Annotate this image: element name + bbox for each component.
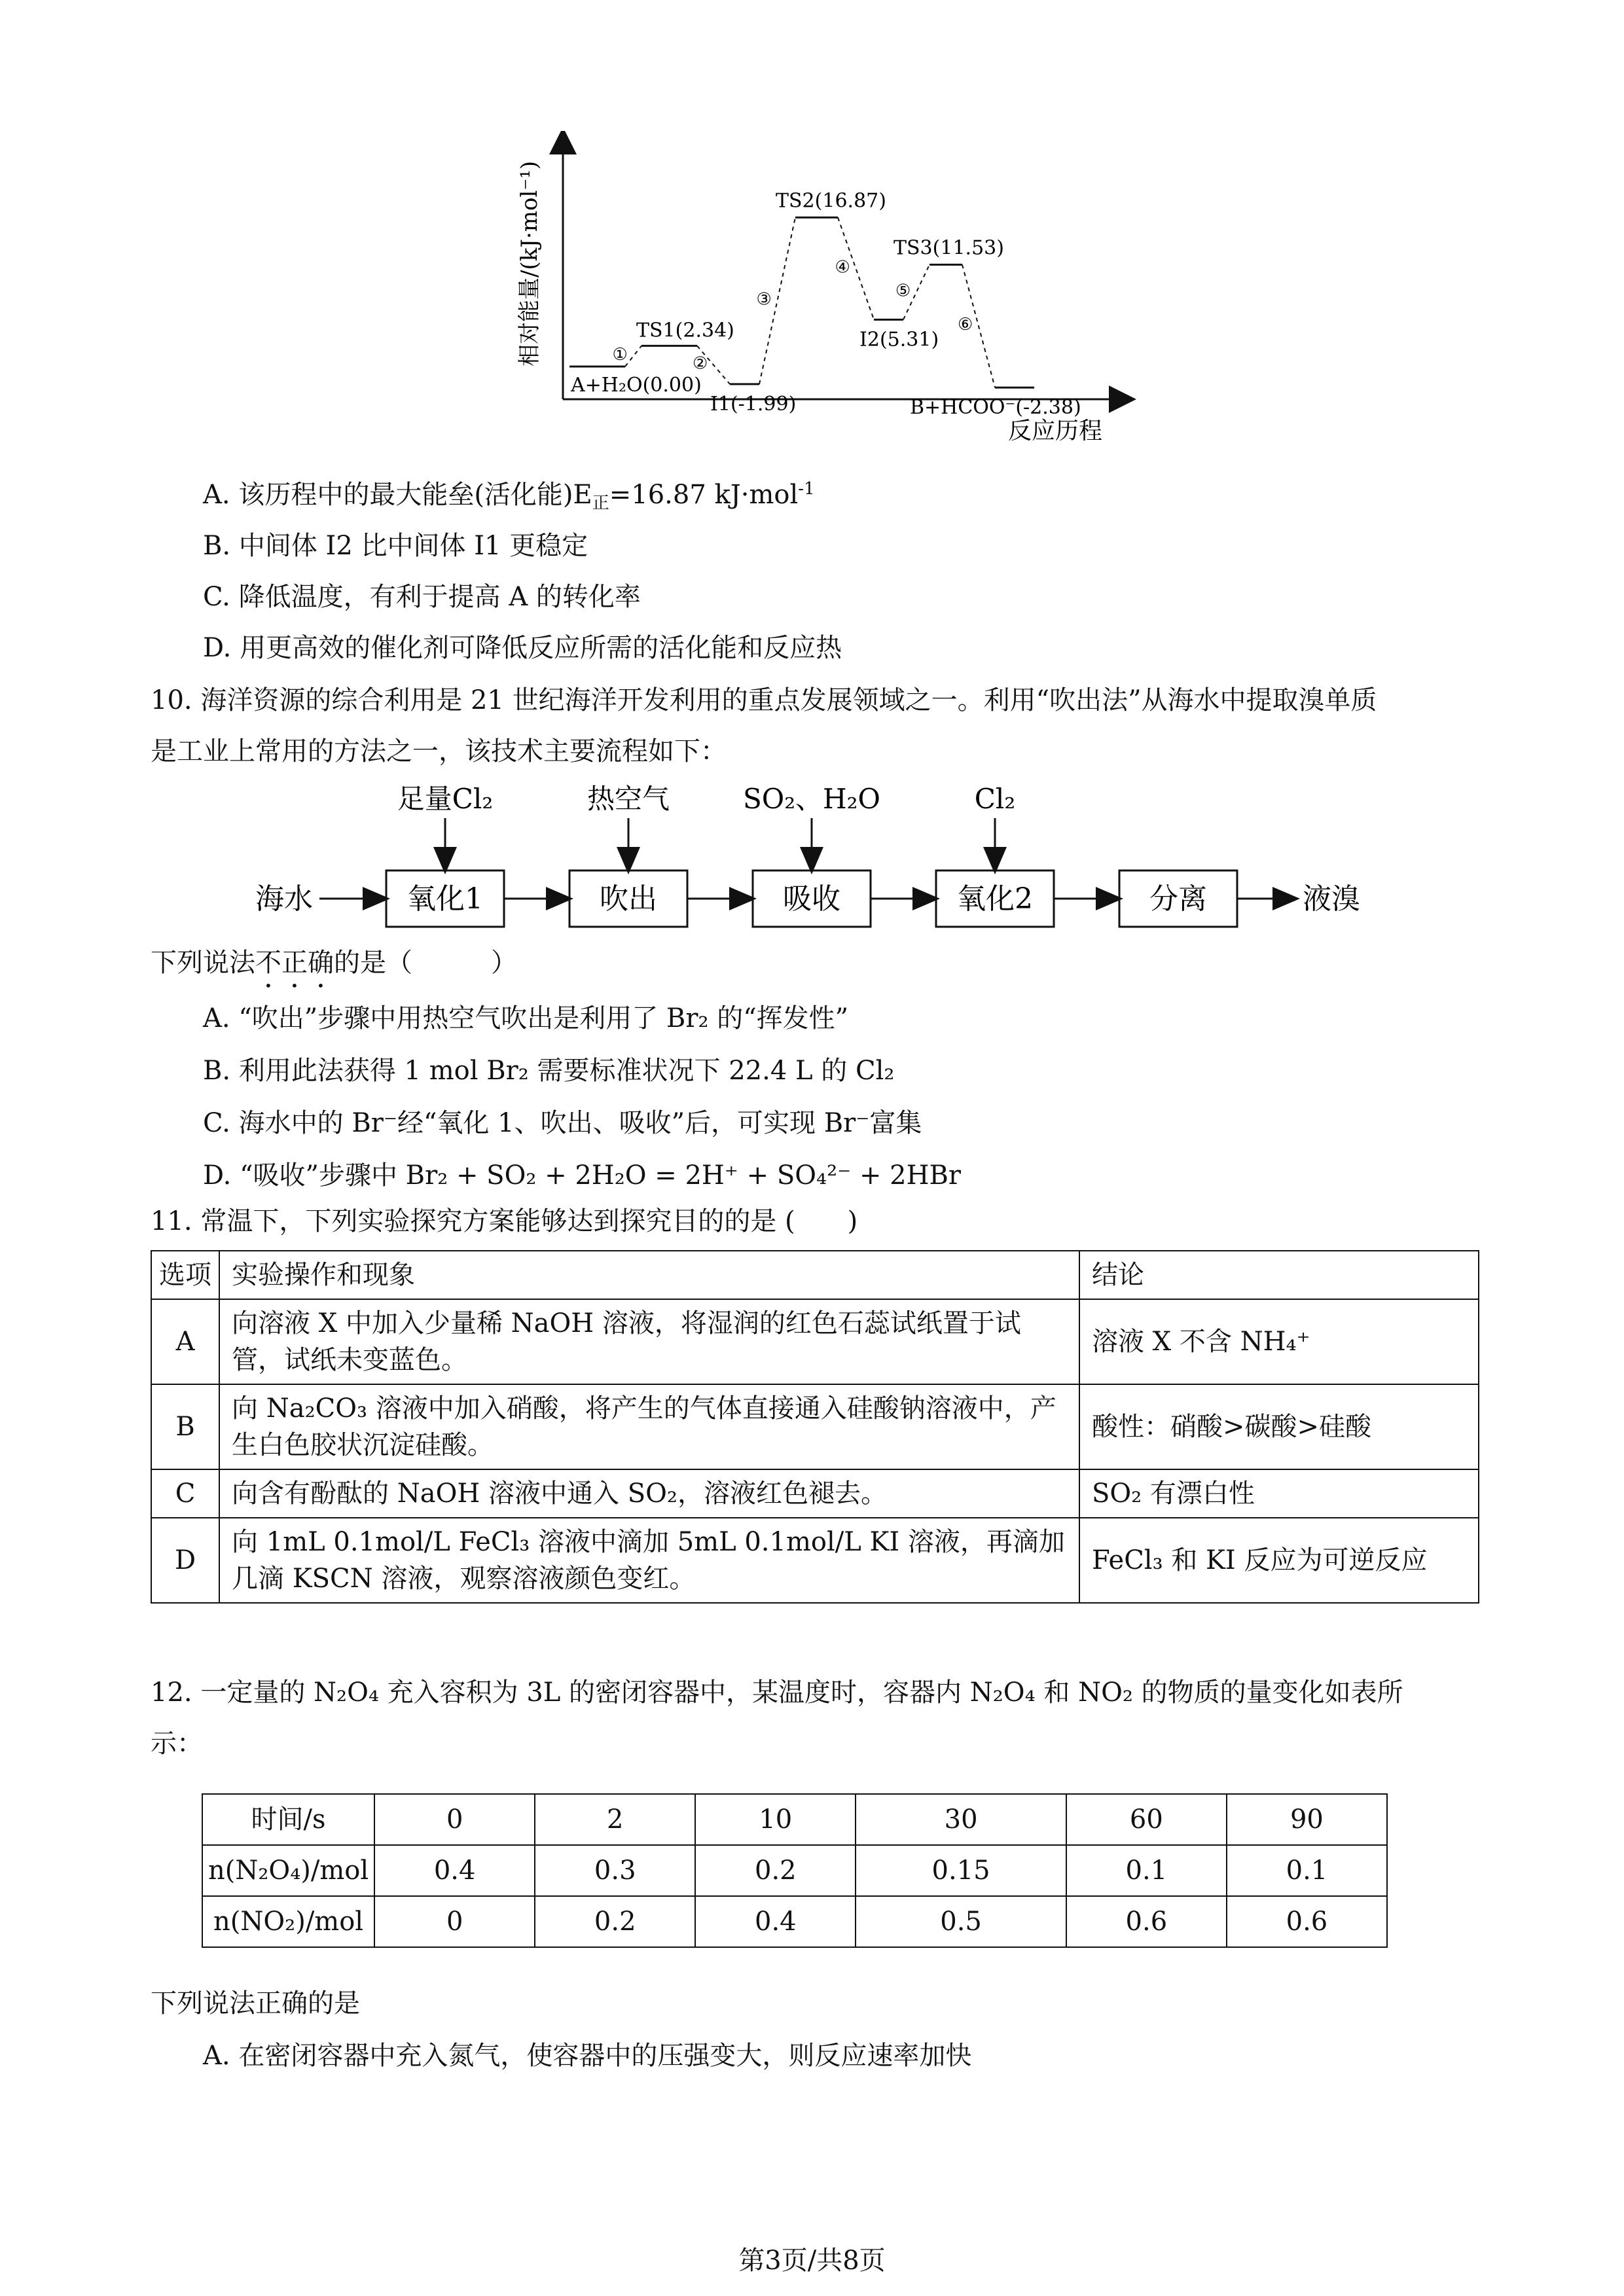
no2-cell: 0.5 [856,1896,1066,1947]
header-operation: 实验操作和现象 [219,1251,1079,1299]
q12-stem-line1: 12. 一定量的 N₂O₄ 充入容积为 3L 的密闭容器中，某温度时，容器内 N₂O₄ 和 NO₂ 的物质的量变化如表所 [151,1677,1403,1708]
time-row [202,1794,1387,1845]
time-cell: 0 [374,1794,535,1845]
row-conclusion: 溶液 X 不含 NH₄⁺ [1079,1299,1479,1384]
flow-box-label-0: 氧化1 [407,882,483,916]
step-label-3: ④ [835,257,850,278]
q9-option-b: B. 中间体 I2 比中间体 I1 更稳定 [203,531,588,561]
x-axis-label: 反应历程 [1008,418,1103,444]
header-option: 选项 [151,1251,219,1299]
row-option: C [151,1469,219,1518]
amount-table [202,1793,1388,1948]
table-header-row [151,1251,1479,1299]
time-cell: 30 [856,1794,1066,1845]
state-label-2: I1(-1.99) [710,392,797,416]
row-conclusion: 酸性：硝酸>碳酸>硅酸 [1079,1384,1479,1469]
q9-option-a: A. 该历程中的最大能垒(活化能)$E_正=16.87$ kJ·mol$^{-1}$ [203,479,815,513]
time-cell: 90 [1227,1794,1387,1845]
step-label-1: ② [693,353,708,374]
row-operation: 向溶液 X 中加入少量稀 NaOH 溶液，将湿润的红色石蕊试纸置于试管，试纸未变蓝色。 [219,1299,1079,1384]
table-row [151,1299,1479,1384]
n2o4-label: n(N₂O₄)/mol [202,1845,374,1896]
step-label-0: ① [612,345,628,365]
row-operation: 向含有酚酞的 NaOH 溶液中通入 SO₂，溶液红色褪去。 [219,1469,1079,1518]
q9-option-c: C. 降低温度，有利于提高 A 的转化率 [203,582,641,612]
q10-option-d: D. “吸收”步骤中 Br₂ + SO₂ + 2H₂O = 2H⁺ + SO₄²⁻ + 2HBr [203,1160,962,1191]
table-row [151,1469,1479,1518]
n2o4-cell: 0.1 [1066,1845,1227,1896]
state-label-3: TS2(16.87) [776,189,886,213]
no2-cell: 0.6 [1066,1896,1227,1947]
no2-cell: 0.2 [535,1896,695,1947]
flow-input-3: Cl₂ [974,783,1016,815]
state-label-6: B+HCOO⁻(-2.38) [910,396,1081,420]
flow-box-label-2: 吸收 [783,882,840,916]
q10-question: 下列说法不正确的是（ ） [151,948,517,978]
header-conclusion: 结论 [1079,1251,1479,1299]
step-label-2: ③ [756,289,772,310]
flow-input-1: 热空气 [586,783,670,815]
n2o4-cell: 0.15 [856,1845,1066,1896]
flow-box-label-4: 分离 [1149,882,1207,916]
row-option: D [151,1518,219,1603]
row-conclusion: SO₂ 有漂白性 [1079,1469,1479,1518]
row-operation: 向 Na₂CO₃ 溶液中加入硝酸，将产生的气体直接通入硅酸钠溶液中，产生白色胶状沉淀硅酸。 [219,1384,1079,1469]
q10-option-a: A. “吹出”步骤中用热空气吹出是利用了 Br₂ 的“挥发性” [203,1003,849,1033]
n2o4-cell: 0.4 [374,1845,535,1896]
q10-option-b: B. 利用此法获得 1 mol Br₂ 需要标准状况下 22.4 L 的 Cl₂ [203,1056,895,1086]
bromine-extraction-flowchart [249,779,1388,942]
q12-option-a: A. 在密闭容器中充入氮气，使容器中的压强变大，则反应速率加快 [203,2041,972,2071]
flow-box-label-1: 吹出 [600,882,657,916]
q10-stem-line2: 是工业上常用的方法之一，该技术主要流程如下： [151,736,727,766]
n2o4-cell: 0.2 [695,1845,856,1896]
no2-label: n(NO₂)/mol [202,1896,374,1947]
state-label-5: TS3(11.53) [893,236,1004,260]
experiment-table [151,1250,1479,1604]
row-operation: 向 1mL 0.1mol/L FeCl₃ 溶液中滴加 5mL 0.1mol/L KI 溶液，再滴加几滴 KSCN 溶液，观察溶液颜色变红。 [219,1518,1079,1603]
q12-question: 下列说法正确的是 [151,1988,360,2018]
row-option: A [151,1299,219,1384]
y-axis-label: 相对能量/(kJ·mol⁻¹) [516,160,543,367]
state-label-4: I2(5.31) [859,328,939,351]
step-label-5: ⑥ [958,315,973,335]
time-cell: 2 [535,1794,695,1845]
n2o4-cell: 0.3 [535,1845,695,1896]
flow-box-label-3: 氧化2 [957,882,1033,916]
state-label-1: TS1(2.34) [636,319,734,342]
row-conclusion: FeCl₃ 和 KI 反应为可逆反应 [1079,1518,1479,1603]
time-cell: 60 [1066,1794,1227,1845]
q12-stem-line2: 示： [151,1729,203,1759]
flow-input-0: 足量Cl₂ [397,783,494,815]
state-label-0: A+H₂O(0.00) [571,374,702,397]
energy-levels [569,189,1081,419]
no2-row [202,1896,1387,1947]
n2o4-row [202,1845,1387,1896]
q11-stem: 11. 常温下，下列实验探究方案能够达到探究目的的是 ( ) [151,1206,858,1236]
no2-cell: 0.6 [1227,1896,1387,1947]
no2-cell: 0.4 [695,1896,856,1947]
page-footer: 第3页/共8页 [738,2246,886,2276]
q10-stem-line1: 10. 海洋资源的综合利用是 21 世纪海洋开发利用的重点发展领域之一。利用“吹出法”从海水中提取溴单质 [151,685,1377,715]
row-option: B [151,1384,219,1469]
time-label: 时间/s [202,1794,374,1845]
time-cell: 10 [695,1794,856,1845]
q9-option-d: D. 用更高效的催化剂可降低反应所需的活化能和反应热 [203,633,842,663]
table-row [151,1518,1479,1603]
n2o4-cell: 0.1 [1227,1845,1387,1896]
step-label-4: ⑤ [895,281,911,301]
q10-option-c: C. 海水中的 Br⁻经“氧化 1、吹出、吸收”后，可实现 Br⁻富集 [203,1108,922,1138]
flow-input-2: SO₂、H₂O [743,783,880,815]
energy-profile-diagram [511,131,1152,458]
flow-start: 海水 [255,882,313,916]
flow-end: 液溴 [1303,882,1360,916]
table-row [151,1384,1479,1469]
no2-cell: 0 [374,1896,535,1947]
